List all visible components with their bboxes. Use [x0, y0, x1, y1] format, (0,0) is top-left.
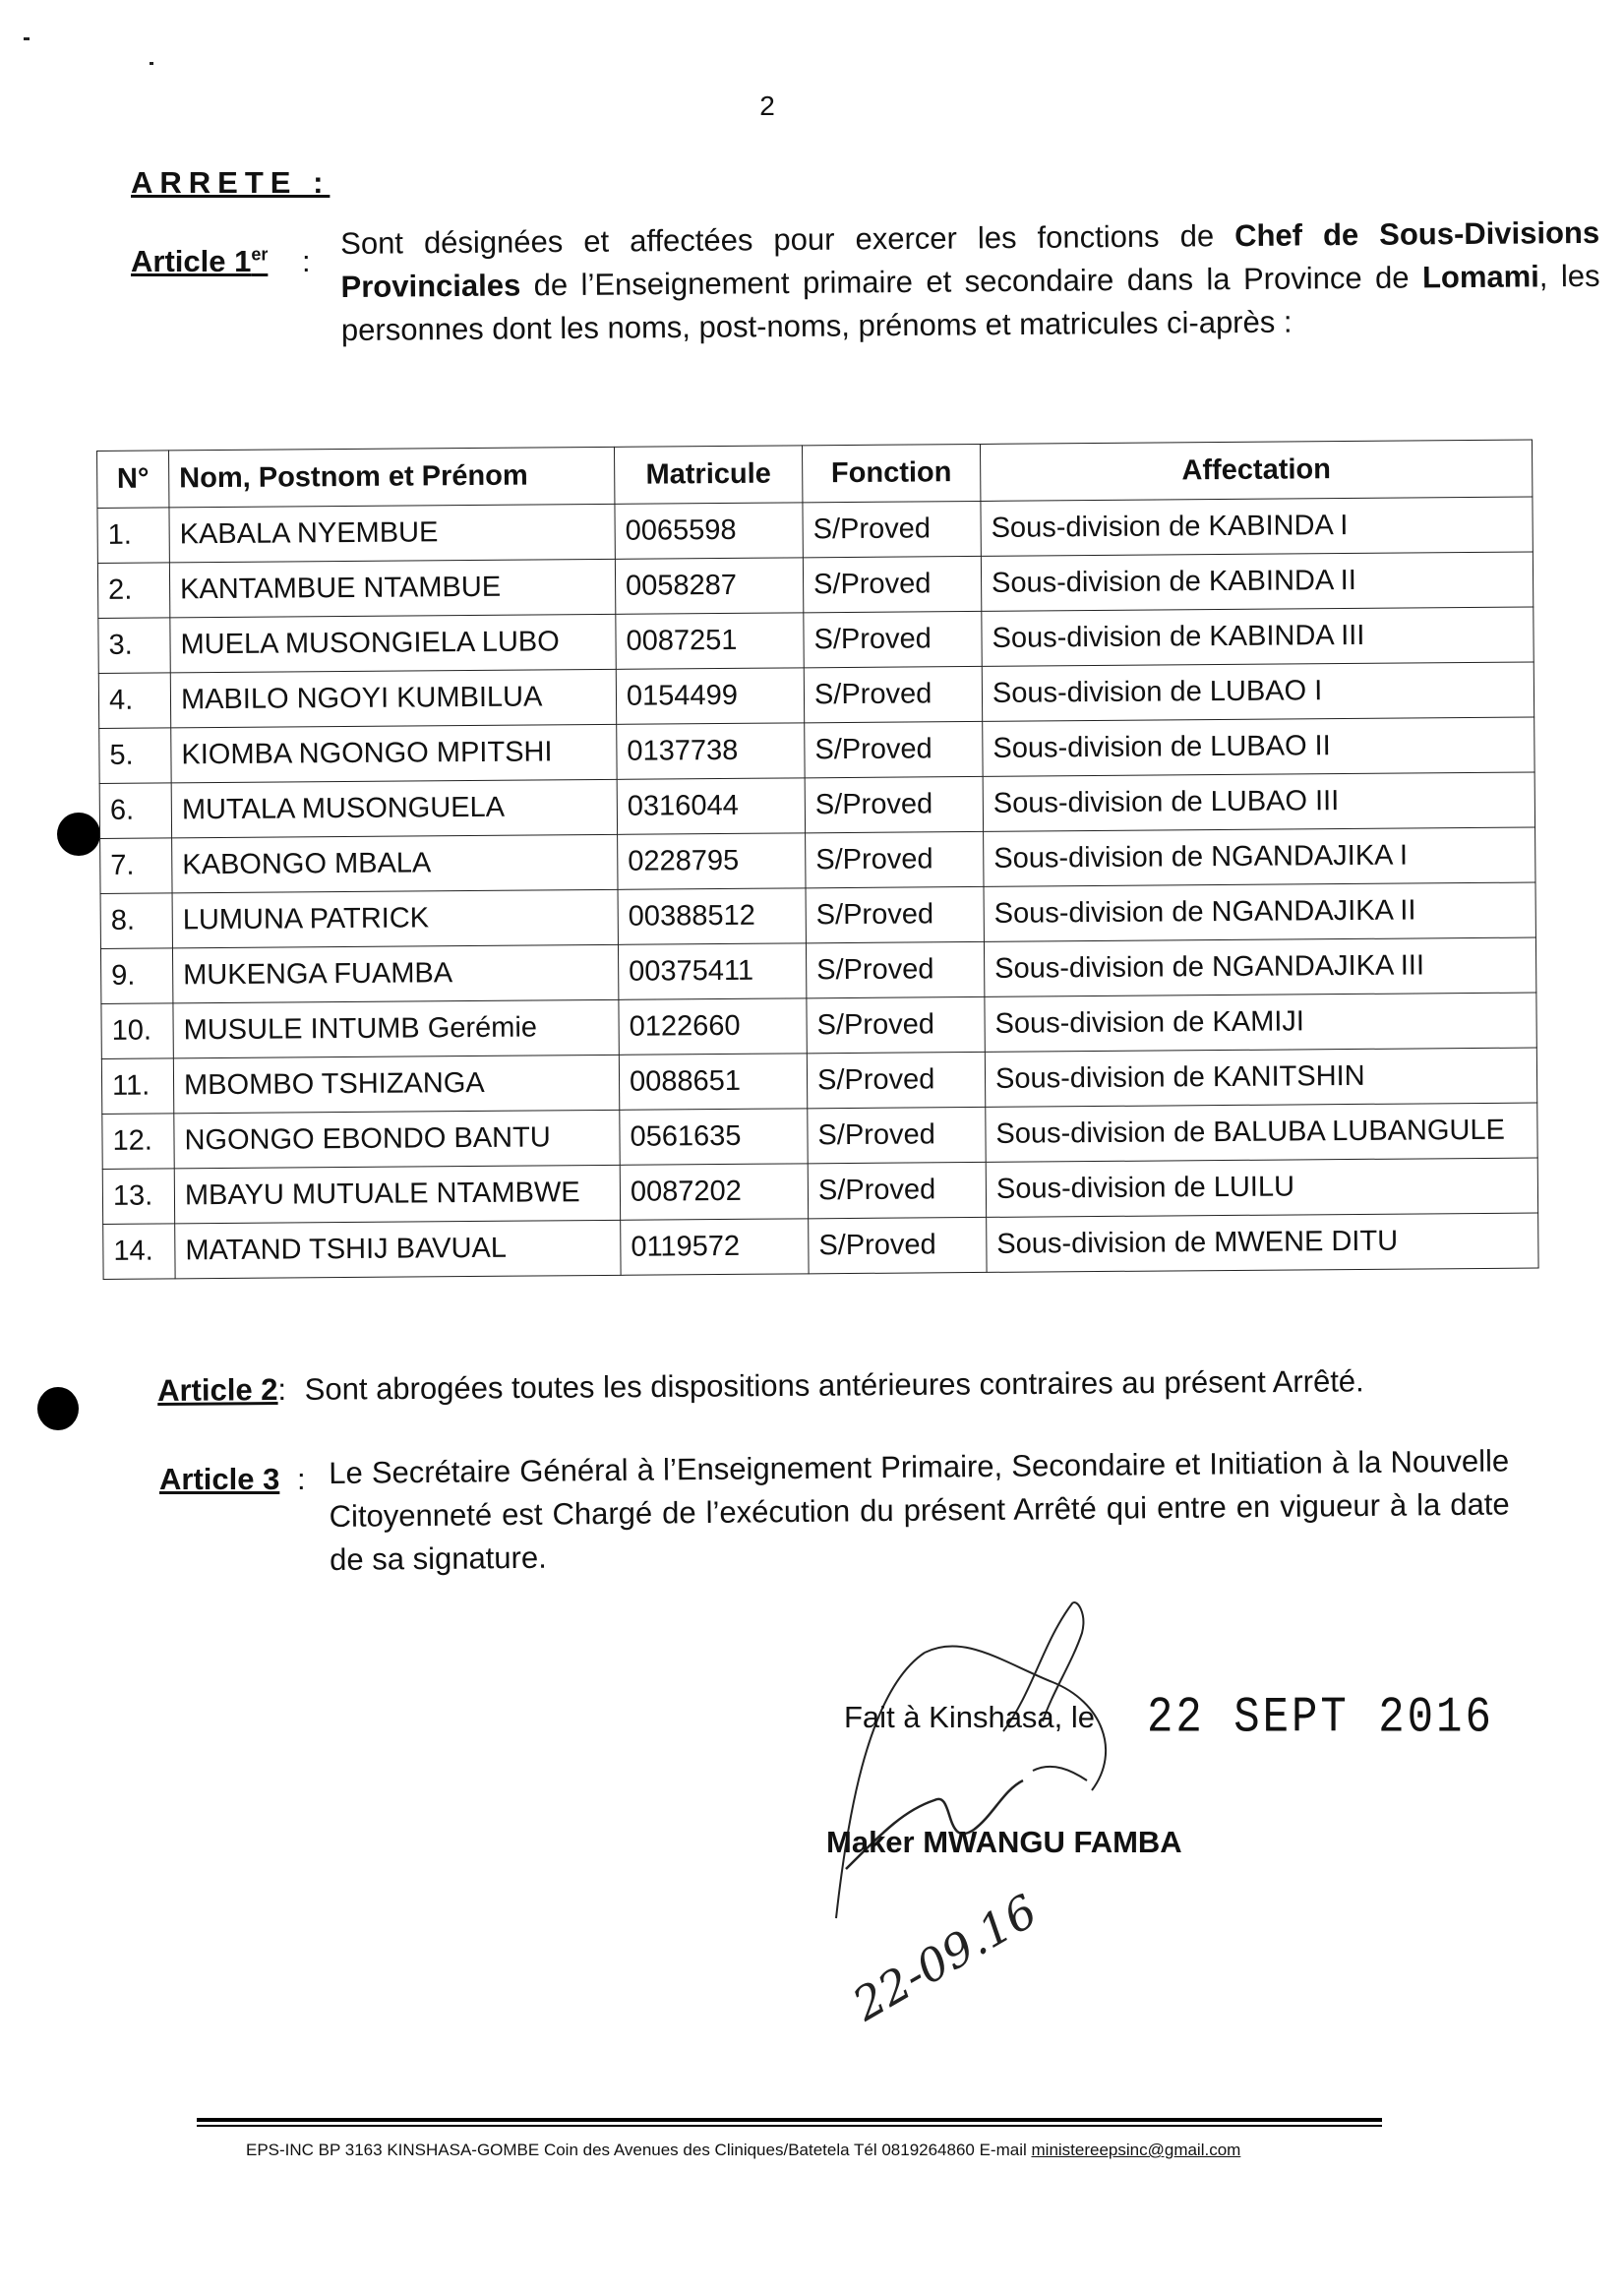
cell-matricule: 00375411: [618, 943, 806, 999]
column-header-number: N°: [97, 451, 169, 509]
article-2: [157, 1362, 1534, 1409]
cell-fonction: S/Proved: [808, 1107, 986, 1163]
handwritten-date: 22-09.16: [844, 1884, 1047, 2031]
cell-name: MATAND TSHIJ BAVUAL: [175, 1220, 621, 1279]
cell-fonction: S/Proved: [806, 941, 984, 997]
article-2-text: Sont abrogées toutes les dispositions antérieures contraires au présent Arrêté.: [304, 1363, 1364, 1407]
article-1-label: Article 1er: [131, 244, 269, 278]
cell-matricule: 0087251: [616, 613, 804, 669]
cell-affectation: Sous-division de NGANDAJIKA III: [984, 937, 1535, 996]
scan-mark: [24, 37, 30, 40]
document-heading: ARRETE :: [131, 165, 331, 200]
cell-number: 2.: [97, 563, 169, 619]
cell-name: KIOMBA NGONGO MPITSHI: [171, 724, 617, 783]
cell-name: KABONGO MBALA: [172, 834, 618, 893]
cell-affectation: Sous-division de KANITSHIN: [985, 1048, 1536, 1107]
cell-name: MUKENGA FUAMBA: [172, 944, 618, 1003]
cell-number: 11.: [101, 1058, 173, 1115]
cell-matricule: 0561635: [620, 1109, 808, 1165]
cell-matricule: 0088651: [619, 1054, 807, 1110]
article-1-colon: :: [302, 244, 311, 278]
cell-number: 9.: [100, 948, 172, 1004]
cell-name: MBAYU MUTUALE NTAMBWE: [174, 1165, 620, 1224]
article-3-label: Article 3: [159, 1462, 280, 1496]
cell-matricule: 0122660: [619, 998, 807, 1055]
cell-number: 13.: [102, 1169, 174, 1225]
table-body: [97, 497, 1538, 1279]
cell-affectation: Sous-division de KABINDA I: [981, 497, 1533, 556]
cell-fonction: S/Proved: [803, 556, 981, 612]
cell-matricule: 0137738: [617, 723, 805, 779]
cell-number: 8.: [100, 893, 172, 949]
article-3-colon: :: [297, 1462, 306, 1496]
cell-affectation: Sous-division de LUBAO II: [983, 717, 1534, 776]
cell-number: 12.: [102, 1114, 174, 1170]
article-2-label: Article 2: [157, 1372, 278, 1408]
cell-name: MABILO NGOYI KUMBILUA: [170, 669, 616, 728]
cell-fonction: S/Proved: [805, 721, 983, 777]
cell-matricule: 0087202: [620, 1164, 808, 1220]
cell-name: LUMUNA PATRICK: [172, 889, 618, 948]
cell-fonction: S/Proved: [805, 776, 983, 832]
footer-rule: [197, 2125, 1382, 2127]
cell-affectation: Sous-division de BALUBA LUBANGULE: [986, 1103, 1537, 1162]
article-1-text: Sont désignées et affectées pour exercer les fonctions de Chef de Sous-Divisions Provinciales de l’Enseignement primaire et secondaire dans la Province de Lomami, les personnes dont les noms, post-noms, prénoms et matricules ci-après :: [340, 214, 1600, 347]
cell-fonction: S/Proved: [808, 1162, 986, 1218]
cell-affectation: Sous-division de KABINDA III: [982, 607, 1534, 666]
cell-number: 1.: [97, 508, 169, 564]
signatory-name: Maker MWANGU FAMBA: [826, 1825, 1182, 1859]
cell-name: MUTALA MUSONGUELA: [171, 779, 617, 838]
cell-number: 3.: [98, 618, 170, 674]
cell-matricule: 00388512: [618, 888, 806, 944]
column-header-name: Nom, Postnom et Prénom: [169, 447, 615, 508]
page-number: 2: [759, 91, 775, 121]
cell-number: 6.: [99, 783, 171, 839]
footer-rule: [197, 2118, 1382, 2122]
cell-number: 10.: [101, 1003, 173, 1059]
cell-number: 4.: [98, 673, 170, 729]
cell-affectation: Sous-division de LUILU: [986, 1158, 1537, 1217]
cell-matricule: 0316044: [617, 778, 805, 834]
cell-fonction: S/Proved: [803, 501, 981, 557]
cell-fonction: S/Proved: [807, 996, 985, 1053]
cell-matricule: 0154499: [616, 668, 804, 724]
cell-affectation: Sous-division de MWENE DITU: [987, 1213, 1538, 1272]
column-header-affectation: Affectation: [980, 440, 1532, 501]
cell-name: MUSULE INTUMB Gerémie: [173, 999, 619, 1058]
article-2-colon: :: [277, 1371, 287, 1408]
article-3-text: Le Secrétaire Général à l’Enseignement Primaire, Secondaire et Initiation à la Nouvelle Citoyenneté est Chargé de l’exécution du présent Arrêté qui entre en vigueur à la date de sa signature.: [329, 1443, 1510, 1577]
punch-hole: [37, 1387, 79, 1430]
cell-fonction: S/Proved: [804, 611, 982, 667]
cell-affectation: Sous-division de KAMIJI: [985, 993, 1536, 1052]
assignment-table: [96, 440, 1539, 1280]
cell-fonction: S/Proved: [804, 666, 982, 722]
cell-matricule: 0065598: [615, 503, 803, 559]
cell-matricule: 0058287: [615, 558, 803, 614]
cell-affectation: Sous-division de LUBAO I: [982, 662, 1534, 721]
signature-place: Fait à Kinshasa, le: [844, 1700, 1096, 1734]
footer-address: EPS-INC BP 3163 KINSHASA-GOMBE Coin des Avenues des Cliniques/Batetela Tél 0819264860 E-mail ministereepsinc@gmail.com: [246, 2141, 1241, 2159]
cell-number: 7.: [100, 838, 172, 894]
cell-fonction: S/Proved: [809, 1217, 987, 1273]
footer-email: ministereepsinc@gmail.com: [1031, 2141, 1241, 2159]
signature-date-stamp: 22 SEPT 2016: [1147, 1690, 1494, 1747]
cell-name: KANTAMBUE NTAMBUE: [169, 559, 615, 618]
cell-fonction: S/Proved: [806, 886, 984, 942]
cell-fonction: S/Proved: [807, 1052, 985, 1108]
cell-name: NGONGO EBONDO BANTU: [174, 1110, 620, 1169]
cell-number: 5.: [99, 728, 171, 784]
cell-affectation: Sous-division de KABINDA II: [981, 552, 1533, 611]
cell-name: MUELA MUSONGIELA LUBO: [170, 614, 616, 673]
cell-fonction: S/Proved: [806, 831, 984, 887]
punch-hole: [57, 813, 100, 856]
cell-name: MBOMBO TSHIZANGA: [173, 1055, 619, 1114]
cell-affectation: Sous-division de NGANDAJIKA I: [984, 827, 1535, 886]
column-header-matricule: Matricule: [614, 446, 802, 504]
table-row: [103, 1213, 1538, 1279]
cell-name: KABALA NYEMBUE: [169, 504, 615, 563]
cell-affectation: Sous-division de NGANDAJIKA II: [984, 882, 1535, 941]
column-header-fonction: Fonction: [802, 444, 980, 502]
scan-mark: [150, 62, 153, 65]
cell-affectation: Sous-division de LUBAO III: [983, 772, 1534, 831]
cell-matricule: 0119572: [621, 1219, 809, 1275]
cell-matricule: 0228795: [618, 833, 806, 889]
cell-number: 14.: [103, 1224, 175, 1280]
